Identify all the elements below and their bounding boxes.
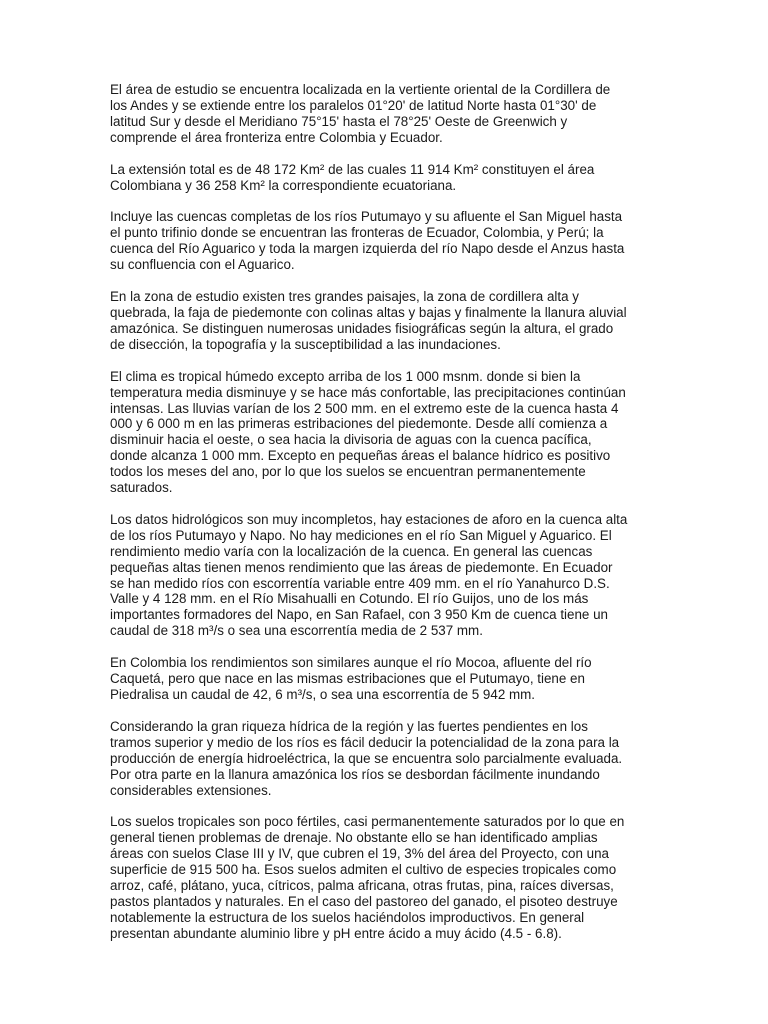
paragraph-study-area: El área de estudio se encuentra localizada en la vertiente oriental de la Cordillera de los Andes y se extiende entre los paralelos 01°20' de latitud Norte hasta 01°30' de latitud Sur y desde el Meridiano 75°15' hasta el 78°25' Oeste de Greenwich y comprende el área fronteriza entre Colombia y Ecuador. — [110, 82, 611, 145]
paragraph-colombia-yields: En Colombia los rendimientos son similares aunque el río Mocoa, afluente del río Caquetá, pero que nace en las mismas estribaciones que el Putumayo, tiene en Piedralisa un caudal de 42, 6 m³/s, o sea una escorrentía de 5 942 mm. — [110, 655, 592, 702]
paragraph-hydro-potential: Considerando la gran riqueza hídrica de la región y las fuertes pendientes en los tramos superior y medio de los ríos es fácil deducir la potencialidad de la zona para la producción de energía hidroeléctrica, la que se encuentra solo parcialmente evaluada. Por otra parte en la llanura amazónica los ríos se desbordan fácilmente inundando considerables extensiones. — [110, 718, 623, 798]
paragraph-soils: Los suelos tropicales son poco fértiles, casi permanentemente saturados por lo que en general tienen problemas de drenaje. No obstante ello se han identificado amplias áreas con suelos Clase III y IV, que cubren el 19, 3% del área del Proyecto, con una superficie de 915 500 ha. Esos suelos admiten el cultivo de especies tropicales como arroz, café, plátano, yuca, cítricos, palma africana, otras frutas, pina, raíces diversas, pastos plantados y naturales. En el caso del pastoreo del ganado, el pisoteo destruye notablemente la estructura de los suelos haciéndolos improductivos. En general presentan abundante aluminio libre y pH entre ácido a muy ácido (4.5 - 6.8). — [110, 814, 625, 941]
paragraph-climate: El clima es tropical húmedo excepto arriba de los 1 000 msnm. donde si bien la temperatura media disminuye y se hace más confortable, las precipitaciones continúan intensas. Las lluvias varían de los 2 500 mm. en el extremo este de la cuenca hasta 4 000 y 6 000 m en las primeras estribaciones del piedemonte. Desde allí comienza a disminuir hacia el oeste, o sea hacia la divisoria de aguas con la cuenca pacífica, donde alcanza 1 000 mm. Excepto en pequeñas áreas el balance hídrico es positivo todos los meses del ano, por lo que los suelos se encuentran permanentemente saturados. — [110, 368, 626, 496]
paragraph-extension: La extensión total es de 48 172 Km² de las cuales 11 914 Km² constituyen el área Colombiana y 36 258 Km² la correspondiente ecuatoriana. — [110, 161, 595, 193]
paragraph-basins: Incluye las cuencas completas de los ríos Putumayo y su afluente el San Miguel hasta el punto trifinio donde se encuentran las fronteras de Ecuador, Colombia, y Perú; la cuenca del Río Aguarico y toda la margen izquierda del río Napo desde el Anzus hasta su confluencia con el Aguarico. — [110, 209, 625, 273]
document-body — [110, 82, 630, 958]
paragraph-hydrology: Los datos hidrológicos son muy incompletos, hay estaciones de aforo en la cuenca alta de los ríos Putumayo y Napo. No hay mediciones en el río San Miguel y Aguarico. El rendimiento medio varía con la localización de la cuenca. En general las cuencas pequeñas altas tienen menos rendimiento que las áreas de piedemonte. En Ecuador se han medido ríos con escorrentía variable entre 409 mm. en el río Yanahurco D.S. Valle y 4 128 mm. en el Río Misahualli en Cotundo. El río Guijos, uno de los más importantes formadores del Napo, en San Rafael, con 3 950 Km de cuenca tiene un caudal de 318 m³/s o sea una escorrentía media de 2 537 mm. — [110, 511, 628, 639]
paragraph-landscapes: En la zona de estudio existen tres grandes paisajes, la zona de cordillera alta y quebrada, la faja de piedemonte con colinas altas y bajas y finalmente la llanura aluvial amazónica. Se distinguen numerosas unidades fisiográficas según la altura, el grado de disección, la topografía y la susceptibilidad a las inundaciones. — [110, 289, 627, 352]
